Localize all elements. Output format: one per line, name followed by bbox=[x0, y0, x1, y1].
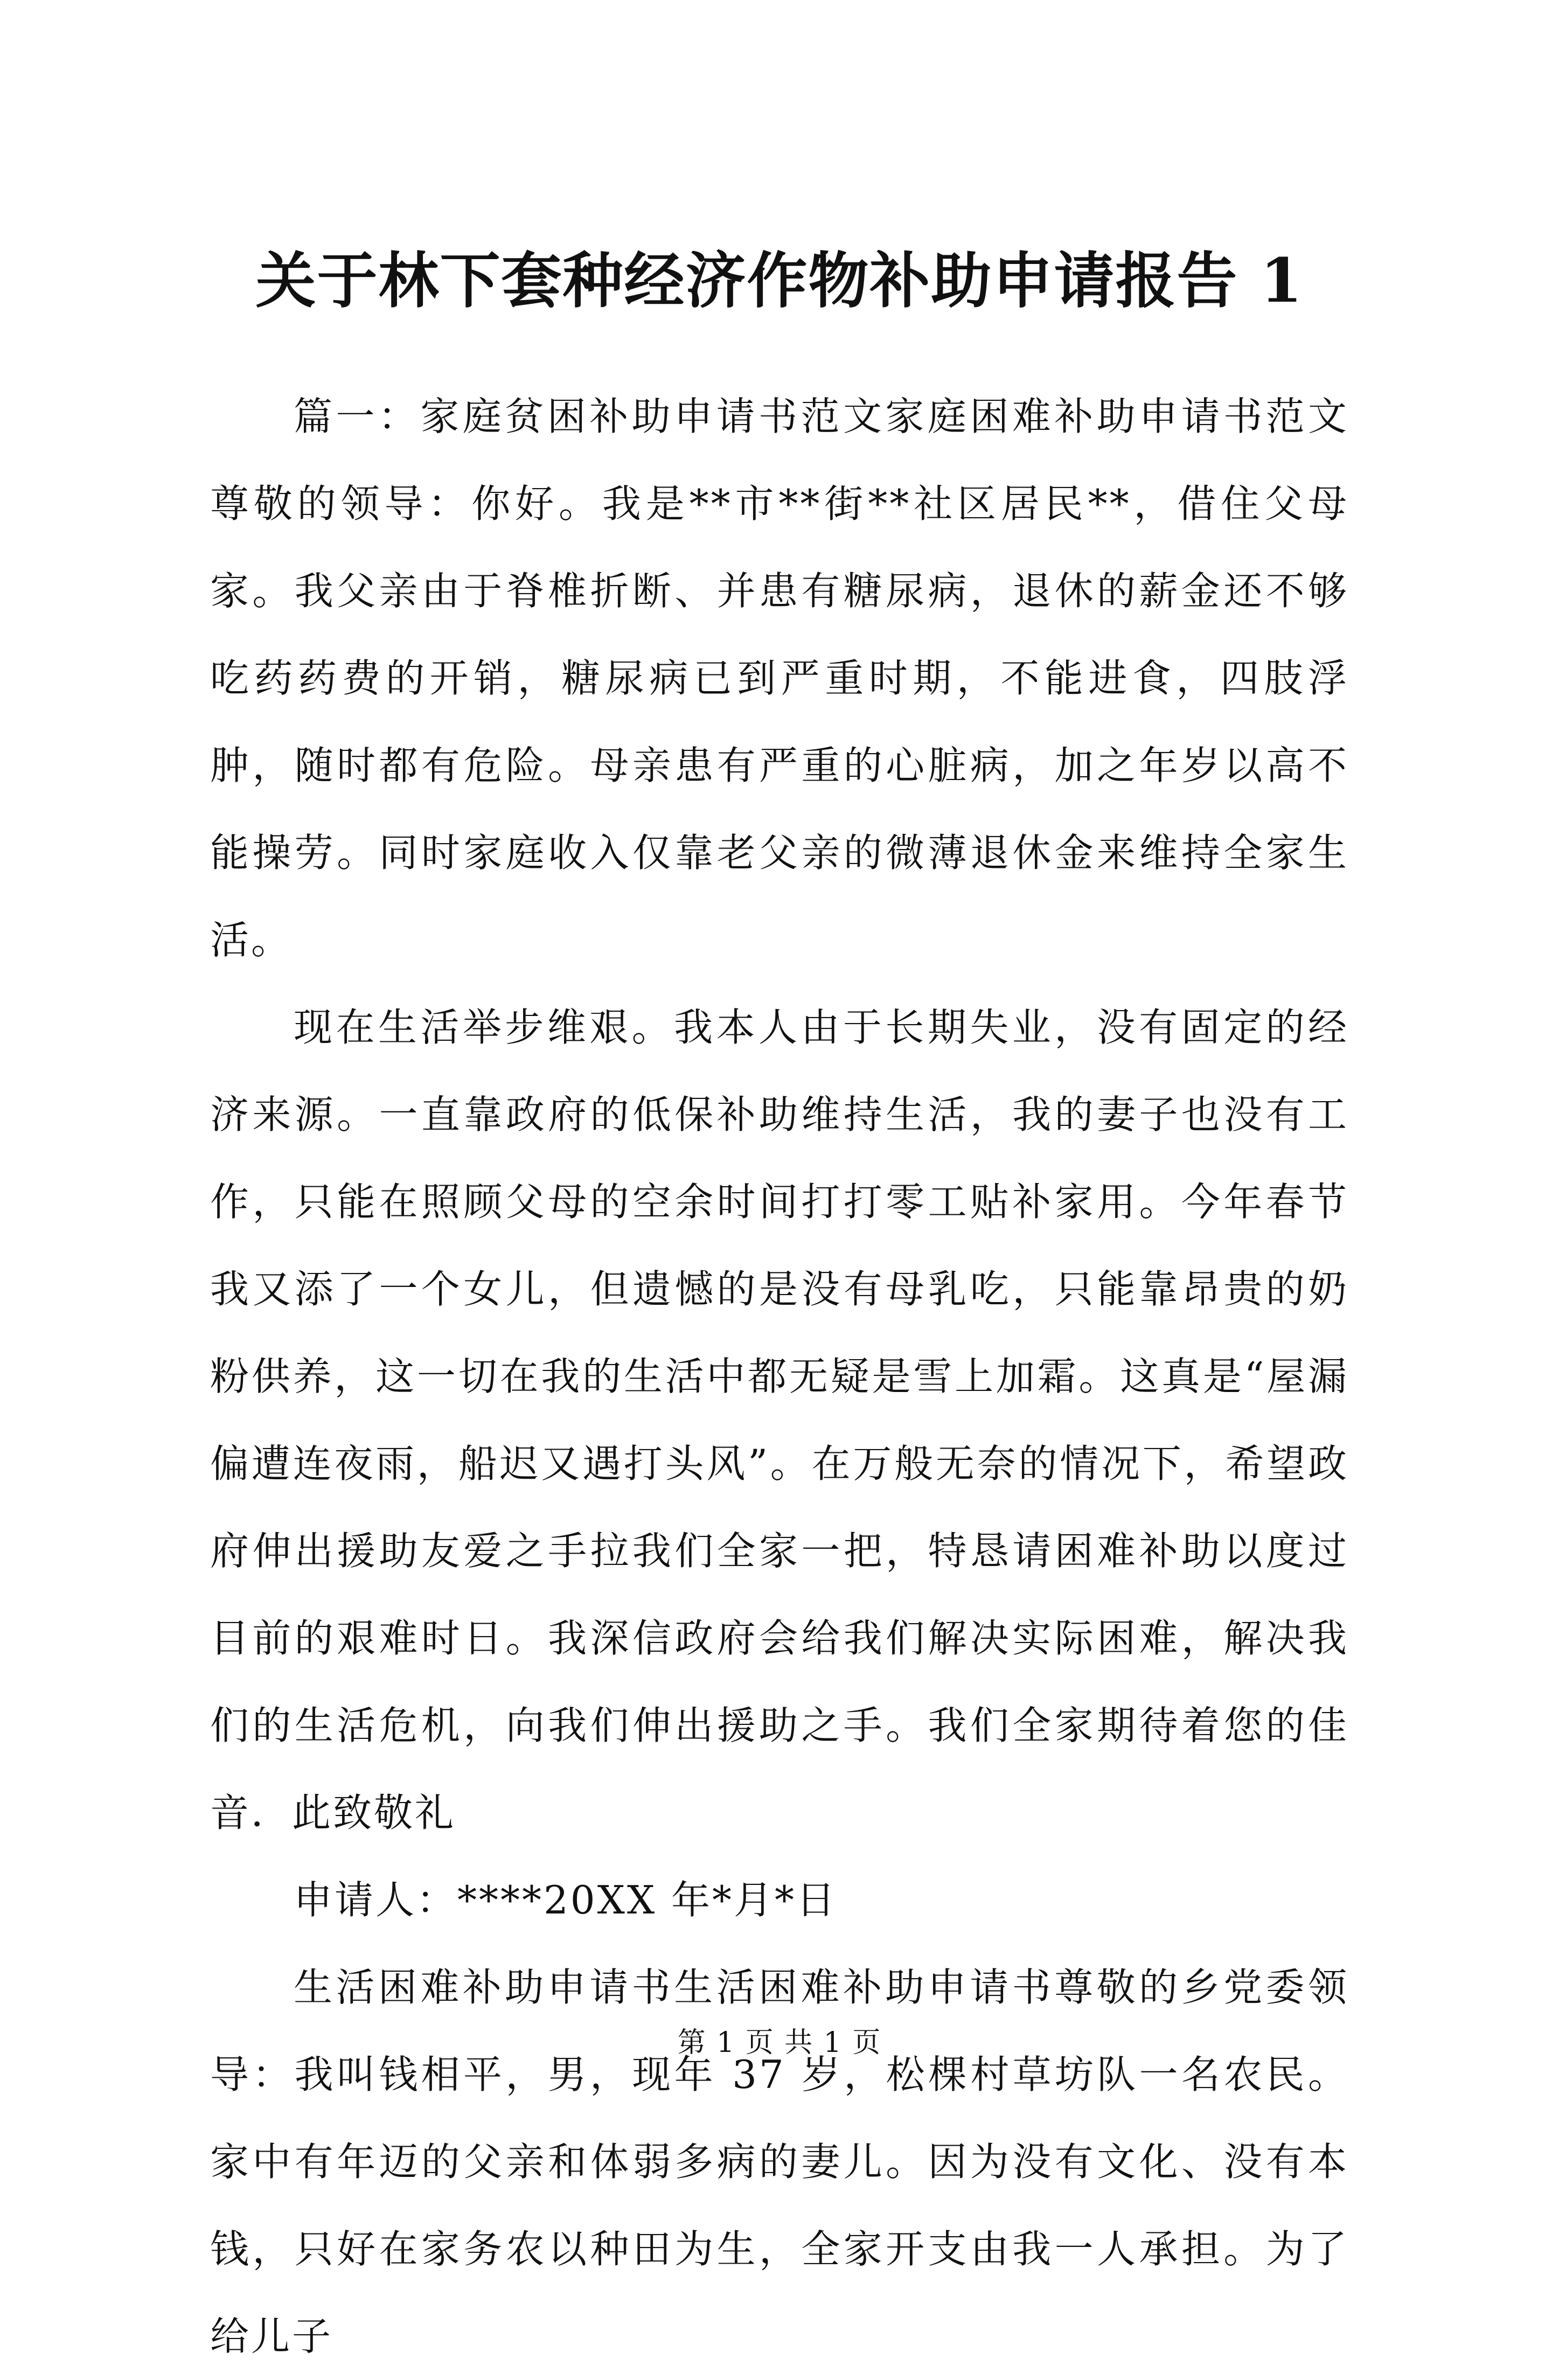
document-title: 关于林下套种经济作物补助申请报告 1 bbox=[255, 246, 1304, 316]
document-body bbox=[210, 373, 1349, 2380]
paragraph-3: 生活困难补助申请书生活困难补助申请书尊敬的乡党委领导：我叫钱相平，男，现年 37 岁，松棵村草坊队一名农民。家中有年迈的父亲和体弱多病的妻儿。因为没有文化、没有本钱，只好在家务农以种田为生，全家开支由我一人承担。为了给儿子 bbox=[210, 1965, 1349, 2359]
applicant-signature-line: 申请人：****20XX 年*月*日 bbox=[294, 1877, 838, 1923]
paragraph-1: 篇一：家庭贫困补助申请书范文家庭困难补助申请书范文尊敬的领导：你好。我是**市**街**社区居民**，借住父母家。我父亲由于脊椎折断、并患有糖尿病，退休的薪金还不够吃药药费的开销，糖尿病已到严重时期，不能进食，四肢浮肿，随时都有危险。母亲患有严重的心脏病，加之年岁以高不能操劳。同时家庭收入仅靠老父亲的微薄退休金来维持全家生活。 bbox=[210, 394, 1349, 963]
page-footer: 第 1 页 共 1 页 bbox=[677, 2027, 882, 2059]
paragraph-2: 现在生活举步维艰。我本人由于长期失业，没有固定的经济来源。一直靠政府的低保补助维持生活，我的妻子也没有工作，只能在照顾父母的空余时间打打零工贴补家用。今年春节我又添了一个女儿，但遗憾的是没有母乳吃，只能靠昂贵的奶粉供养，这一切在我的生活中都无疑是雪上加霜。这真是“屋漏偏遭连夜雨，船迟又遇打头风”。在万般无奈的情况下，希望政府伸出援助友爱之手拉我们全家一把，特恳请困难补助以度过目前的艰难时日。我深信政府会给我们解决实际困难，解决我们的生活危机，向我们伸出援助之手。我们全家期待着您的佳音．此致敬礼 bbox=[210, 1005, 1349, 1835]
